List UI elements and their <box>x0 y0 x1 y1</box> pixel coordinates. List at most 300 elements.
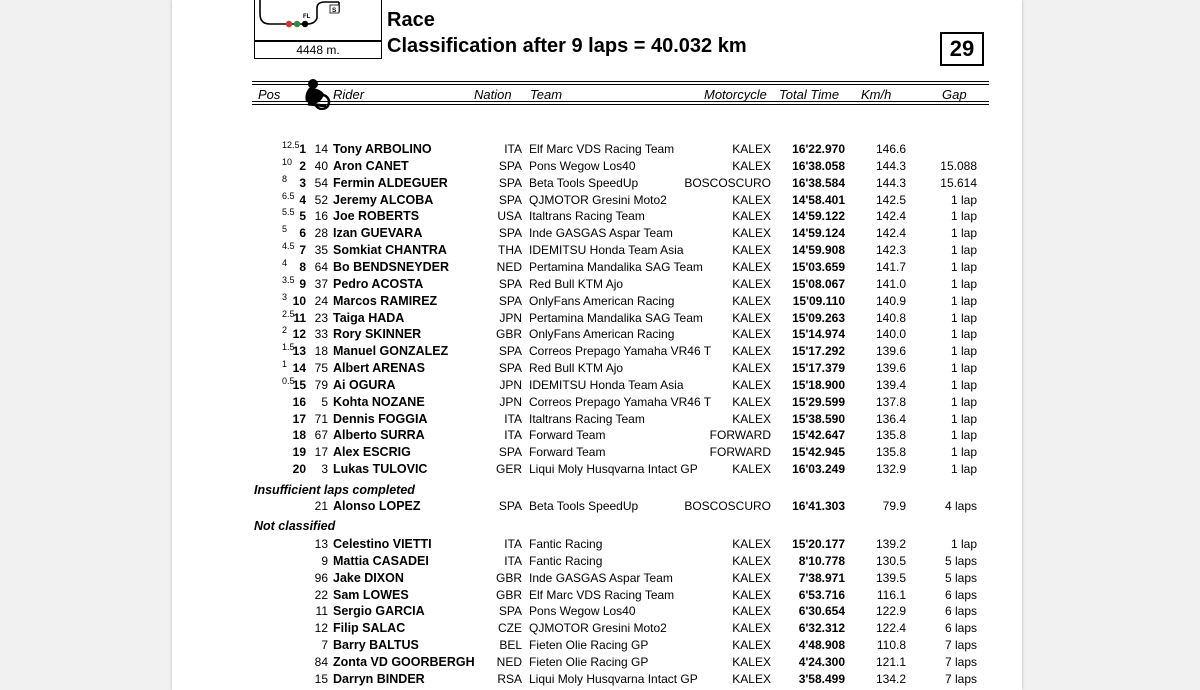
motorcycle: KALEX <box>732 243 771 257</box>
motorcycle: BOSCOSCURO <box>684 499 771 513</box>
total-time: 16'03.249 <box>792 462 845 476</box>
gap: 1 lap <box>950 412 977 426</box>
points: 10 <box>282 157 293 167</box>
motorcycle: KALEX <box>732 621 771 635</box>
total-time: 15'17.379 <box>792 361 845 375</box>
motorcycle: KALEX <box>732 395 771 409</box>
rider-number: 21 <box>314 499 328 513</box>
speed-kmh: 139.4 <box>875 378 906 392</box>
total-time: 15'42.647 <box>792 428 845 442</box>
gap: 1 lap <box>950 378 977 392</box>
rider-name: Sam LOWES <box>333 588 409 602</box>
team: OnlyFans American Racing <box>529 294 675 308</box>
rider-number: 71 <box>314 412 328 426</box>
rider-name: Alberto SURRA <box>333 428 425 442</box>
position: 2 <box>299 159 306 173</box>
points: 4.5 <box>282 241 295 251</box>
team: Inde GASGAS Aspar Team <box>529 571 673 585</box>
team: Correos Prepago Yamaha VR46 T <box>529 395 712 409</box>
nation: ITA <box>504 554 522 568</box>
nation: JPN <box>499 395 522 409</box>
speed-kmh: 121.1 <box>875 655 906 669</box>
speed-kmh: 140.8 <box>875 311 906 325</box>
speed-kmh: 135.8 <box>875 428 906 442</box>
rider-number: 64 <box>314 260 328 274</box>
rider-name: Tony ARBOLINO <box>333 142 432 156</box>
team: Liqui Moly Husqvarna Intact GP <box>529 672 698 686</box>
motorcycle: KALEX <box>732 588 771 602</box>
points: 4 <box>282 258 288 268</box>
position: 11 <box>293 311 306 325</box>
motorcycle: KALEX <box>732 672 771 686</box>
rider-name: Filip SALAC <box>333 621 406 635</box>
rider-name: Albert ARENAS <box>333 361 425 375</box>
rider-name: Pedro ACOSTA <box>333 277 424 291</box>
rider-name: Darryn BINDER <box>333 672 425 686</box>
motorcycle: KALEX <box>732 277 771 291</box>
position: 1 <box>299 142 306 156</box>
motorcycle: KALEX <box>732 344 771 358</box>
position: 19 <box>292 445 306 459</box>
rider-name: Somkiat CHANTRA <box>333 243 447 257</box>
col-header-pos: Pos <box>258 87 281 102</box>
team: Forward Team <box>529 428 606 442</box>
position: 20 <box>292 462 306 476</box>
team: Italtrans Racing Team <box>529 209 645 223</box>
rider-number: 84 <box>314 655 328 669</box>
rider-number: 18 <box>314 344 328 358</box>
team: Elf Marc VDS Racing Team <box>529 142 675 156</box>
track-marker-black-icon <box>302 21 308 27</box>
rider-name: Mattia CASADEI <box>333 554 429 568</box>
motorcycle: KALEX <box>732 327 771 341</box>
motorcycle: KALEX <box>732 294 771 308</box>
rider-number: 22 <box>314 588 328 602</box>
gap: 1 lap <box>950 243 977 257</box>
speed-kmh: 79.9 <box>882 499 906 513</box>
team: QJMOTOR Gresini Moto2 <box>529 193 667 207</box>
table-row <box>172 378 1022 395</box>
rider-number: 28 <box>314 226 328 240</box>
nation: NED <box>496 655 522 669</box>
speed-kmh: 137.8 <box>875 395 906 409</box>
rider-name: Rory SKINNER <box>333 327 422 341</box>
gap: 1 lap <box>950 311 977 325</box>
speed-kmh: 142.4 <box>875 209 906 223</box>
gap: 1 lap <box>950 327 977 341</box>
table-row <box>172 412 1022 429</box>
rider-number: 7 <box>321 638 328 652</box>
team: Inde GASGAS Aspar Team <box>529 226 673 240</box>
nation: SPA <box>498 226 522 240</box>
gap: 1 lap <box>950 260 977 274</box>
table-row <box>172 428 1022 445</box>
total-time: 15'38.590 <box>792 412 845 426</box>
nation: GBR <box>495 588 522 602</box>
motorcycle: KALEX <box>732 311 771 325</box>
team: Beta Tools SpeedUp <box>529 499 639 513</box>
rider-name: Barry BALTUS <box>333 638 419 652</box>
speed-kmh: 122.4 <box>875 621 906 635</box>
team: IDEMITSU Honda Team Asia <box>529 243 684 257</box>
motorcycle: KALEX <box>732 462 771 476</box>
points: 5 <box>282 224 288 234</box>
total-time: 4'48.908 <box>798 638 845 652</box>
nation: CZE <box>498 621 522 635</box>
motorcycle: KALEX <box>732 226 771 240</box>
rider-name: Lukas TULOVIC <box>333 462 428 476</box>
rider-number: 17 <box>314 445 328 459</box>
gap: 1 lap <box>950 226 977 240</box>
total-time: 16'41.303 <box>792 499 845 513</box>
motorcycle: KALEX <box>732 655 771 669</box>
rider-number: 9 <box>321 554 328 568</box>
col-header-nation: Nation <box>474 87 512 102</box>
team: Pertamina Mandalika SAG Team <box>529 311 703 325</box>
section-heading: Insufficient laps completed <box>254 483 415 497</box>
position: 13 <box>292 344 306 358</box>
rider-number: 14 <box>314 142 328 156</box>
nation: ITA <box>504 142 522 156</box>
position: 16 <box>292 395 306 409</box>
motorcycle: KALEX <box>732 412 771 426</box>
total-time: 15'09.263 <box>792 311 845 325</box>
speed-kmh: 141.0 <box>875 277 906 291</box>
rider-number: 3 <box>321 462 328 476</box>
total-time: 14'59.122 <box>792 209 845 223</box>
speed-kmh: 139.6 <box>875 344 906 358</box>
speed-kmh: 141.7 <box>875 260 906 274</box>
points: 1 <box>282 359 288 369</box>
total-time: 3'58.499 <box>798 672 845 686</box>
total-time: 15'29.599 <box>792 395 845 409</box>
rider-name: Jeremy ALCOBA <box>333 193 434 207</box>
position: 15 <box>292 378 306 392</box>
speed-kmh: 142.3 <box>875 243 906 257</box>
total-time: 15'42.945 <box>792 445 845 459</box>
team: Pons Wegow Los40 <box>529 159 636 173</box>
motorcycle: KALEX <box>732 571 771 585</box>
nation: SPA <box>498 193 522 207</box>
gap: 5 laps <box>944 554 977 568</box>
gap: 1 lap <box>950 277 977 291</box>
track-sector-label: S <box>332 7 337 14</box>
table-row <box>172 588 1022 605</box>
motorcycle: KALEX <box>732 638 771 652</box>
session-title: Race <box>387 9 435 31</box>
total-time: 16'38.584 <box>792 176 845 190</box>
rider-name: Taiga HADA <box>333 311 405 325</box>
rider-number: 33 <box>314 327 328 341</box>
gap: 6 laps <box>944 588 977 602</box>
speed-kmh: 136.4 <box>875 412 906 426</box>
speed-kmh: 130.5 <box>875 554 906 568</box>
points: 0.5 <box>282 376 295 386</box>
total-time: 6'30.654 <box>798 604 845 618</box>
motorcycle: BOSCOSCURO <box>684 176 771 190</box>
col-header-rider: Rider <box>333 87 365 102</box>
rider-name: Alex ESCRIG <box>333 445 411 459</box>
gap: 1 lap <box>950 361 977 375</box>
motorcycle: KALEX <box>732 193 771 207</box>
rider-number: 54 <box>314 176 328 190</box>
rider-name: Sergio GARCIA <box>333 604 425 618</box>
nation: GBR <box>495 327 522 341</box>
nation: SPA <box>498 445 522 459</box>
total-time: 8'10.778 <box>798 554 845 568</box>
table-row <box>172 621 1022 638</box>
team: Fieten Olie Racing GP <box>529 655 649 669</box>
rider-number: 75 <box>314 361 328 375</box>
table-row <box>172 445 1022 462</box>
rider-number: 67 <box>314 428 328 442</box>
gap: 7 laps <box>944 638 977 652</box>
motorcycle: KALEX <box>732 537 771 551</box>
nation: USA <box>497 209 522 223</box>
gap: 1 lap <box>950 344 977 358</box>
points: 2 <box>282 325 288 335</box>
table-row <box>172 499 1022 516</box>
rider-number: 79 <box>314 378 328 392</box>
total-time: 6'32.312 <box>798 621 845 635</box>
speed-kmh: 134.2 <box>875 672 906 686</box>
nation: SPA <box>498 361 522 375</box>
motorcycle: KALEX <box>732 554 771 568</box>
rider-number: 13 <box>314 537 328 551</box>
total-time: 14'58.401 <box>792 193 845 207</box>
speed-kmh: 139.5 <box>875 571 906 585</box>
team: Fantic Racing <box>529 537 603 551</box>
motorcycle: KALEX <box>732 209 771 223</box>
gap: 6 laps <box>944 604 977 618</box>
rider-name: Manuel GONZALEZ <box>333 344 449 358</box>
track-marker-red-icon <box>286 21 292 27</box>
speed-kmh: 142.4 <box>875 226 906 240</box>
nation: THA <box>498 243 522 257</box>
total-time: 16'38.058 <box>792 159 845 173</box>
speed-kmh: 135.8 <box>875 445 906 459</box>
header-divider-top <box>252 81 989 82</box>
rider-number: 37 <box>314 277 328 291</box>
table-row <box>172 672 1022 689</box>
rider-number: 5 <box>321 395 328 409</box>
motorcycle: KALEX <box>732 378 771 392</box>
points: 3.5 <box>282 275 295 285</box>
team: Elf Marc VDS Racing Team <box>529 588 675 602</box>
rider-number: 11 <box>315 604 328 618</box>
rider-number: 15 <box>314 672 328 686</box>
team: Liqui Moly Husqvarna Intact GP <box>529 462 698 476</box>
table-row <box>172 655 1022 672</box>
table-row <box>172 638 1022 655</box>
total-time: 6'53.716 <box>798 588 845 602</box>
gap: 7 laps <box>944 655 977 669</box>
nation: JPN <box>499 378 522 392</box>
speed-kmh: 146.6 <box>875 142 906 156</box>
motorcycle: KALEX <box>732 159 771 173</box>
gap: 1 lap <box>950 209 977 223</box>
rider-name: Bo BENDSNEYDER <box>333 260 449 274</box>
nation: JPN <box>499 311 522 325</box>
total-time: 7'38.971 <box>798 571 845 585</box>
track-map <box>254 0 382 41</box>
rider-name: Dennis FOGGIA <box>333 412 428 426</box>
rider-number: 52 <box>314 193 328 207</box>
rider-name: Ai OGURA <box>333 378 396 392</box>
rider-name: Zonta VD GOORBERGH <box>333 655 475 669</box>
team: Italtrans Racing Team <box>529 412 645 426</box>
track-length: 4448 m. <box>254 41 382 59</box>
points: 5.5 <box>282 207 295 217</box>
col-header-motorcycle: Motorcycle <box>704 87 767 102</box>
motorcycle: FORWARD <box>709 445 771 459</box>
speed-kmh: 116.1 <box>876 588 906 602</box>
speed-kmh: 110.8 <box>876 638 906 652</box>
rider-name: Alonso LOPEZ <box>333 499 421 513</box>
speed-kmh: 144.3 <box>875 159 906 173</box>
header-divider-bottom-2 <box>252 104 989 105</box>
nation: SPA <box>498 344 522 358</box>
gap: 5 laps <box>944 571 977 585</box>
nation: SPA <box>498 499 522 513</box>
nation: ITA <box>504 428 522 442</box>
rider-name: Kohta NOZANE <box>333 395 425 409</box>
table-row <box>172 395 1022 412</box>
total-time: 16'22.970 <box>792 142 845 156</box>
points: 6.5 <box>282 191 295 201</box>
nation: GER <box>495 462 522 476</box>
round-number: 29 <box>940 32 984 66</box>
nation: SPA <box>498 294 522 308</box>
position: 17 <box>292 412 306 426</box>
track-map-icon <box>255 0 381 40</box>
rider-number: 16 <box>314 209 328 223</box>
rider-name: Aron CANET <box>333 159 409 173</box>
gap: 1 lap <box>950 537 977 551</box>
team: OnlyFans American Racing <box>529 327 675 341</box>
position: 6 <box>299 226 306 240</box>
team: Fieten Olie Racing GP <box>529 638 649 652</box>
motorcycle-rider-icon <box>300 76 332 110</box>
nation: ITA <box>504 412 522 426</box>
motorcycle: FORWARD <box>709 428 771 442</box>
table-row <box>172 554 1022 571</box>
position: 14 <box>292 361 306 375</box>
team: Fantic Racing <box>529 554 603 568</box>
nation: NED <box>496 260 522 274</box>
rider-name: Jake DIXON <box>333 571 404 585</box>
team: Red Bull KTM Ajo <box>529 361 624 375</box>
total-time: 15'09.110 <box>792 294 845 308</box>
team: Pertamina Mandalika SAG Team <box>529 260 703 274</box>
gap: 1 lap <box>950 395 977 409</box>
position: 3 <box>299 176 306 190</box>
gap: 1 lap <box>950 294 977 308</box>
team: Beta Tools SpeedUp <box>529 176 639 190</box>
rider-name: Izan GUEVARA <box>333 226 423 240</box>
total-time: 14'59.124 <box>792 226 845 240</box>
nation: BEL <box>499 638 522 652</box>
speed-kmh: 132.9 <box>875 462 906 476</box>
speed-kmh: 140.9 <box>875 294 906 308</box>
nation: ITA <box>504 537 522 551</box>
total-time: 15'14.974 <box>792 327 845 341</box>
gap: 1 lap <box>950 462 977 476</box>
rider-number: 40 <box>314 159 328 173</box>
nation: RSA <box>497 672 522 686</box>
total-time: 15'08.067 <box>792 277 845 291</box>
nation: SPA <box>498 604 522 618</box>
total-time: 15'18.900 <box>792 378 845 392</box>
total-time: 14'59.908 <box>792 243 845 257</box>
gap: 1 lap <box>950 428 977 442</box>
rider-number: 24 <box>314 294 328 308</box>
table-row <box>172 571 1022 588</box>
col-header-team: Team <box>530 87 563 102</box>
rider-number: 35 <box>314 243 328 257</box>
nation: SPA <box>498 277 522 291</box>
motorcycle: KALEX <box>732 361 771 375</box>
gap: 1 lap <box>950 193 977 207</box>
gap: 4 laps <box>944 499 977 513</box>
nation: SPA <box>498 159 522 173</box>
rider-name: Fermin ALDEGUER <box>333 176 448 190</box>
rider-name: Celestino VIETTI <box>333 537 432 551</box>
total-time: 15'20.177 <box>792 537 845 551</box>
rider-name: Marcos RAMIREZ <box>333 294 438 308</box>
speed-kmh: 144.3 <box>875 176 906 190</box>
section-heading: Not classified <box>254 519 336 533</box>
points: 2.5 <box>282 309 295 319</box>
speed-kmh: 142.5 <box>875 193 906 207</box>
nation: SPA <box>498 176 522 190</box>
speed-kmh: 122.9 <box>875 604 906 618</box>
points: 12.5 <box>282 140 300 150</box>
points: 3 <box>282 292 288 302</box>
col-header-kmh: Km/h <box>861 87 892 102</box>
speed-kmh: 139.2 <box>875 537 906 551</box>
gap: 1 lap <box>950 445 977 459</box>
col-header-total-time: Total Time <box>779 87 840 102</box>
team: QJMOTOR Gresini Moto2 <box>529 621 667 635</box>
position: 9 <box>299 277 306 291</box>
team: Correos Prepago Yamaha VR46 T <box>529 344 712 358</box>
gap: 15.614 <box>940 176 977 190</box>
track-marker-green-icon <box>294 21 300 27</box>
rider-number: 23 <box>314 311 328 325</box>
position: 4 <box>299 193 306 207</box>
speed-kmh: 140.0 <box>875 327 906 341</box>
motorcycle: KALEX <box>732 604 771 618</box>
position: 12 <box>292 327 306 341</box>
total-time: 15'17.292 <box>792 344 845 358</box>
team: Forward Team <box>529 445 606 459</box>
points: 8 <box>282 174 288 184</box>
position: 7 <box>299 243 306 257</box>
rider-number: 12 <box>314 621 328 635</box>
results-page <box>172 0 1022 690</box>
team: Red Bull KTM Ajo <box>529 277 624 291</box>
classification-title: Classification after 9 laps = 40.032 km <box>387 35 747 57</box>
position: 8 <box>299 260 306 274</box>
speed-kmh: 139.6 <box>875 361 906 375</box>
gap: 7 laps <box>944 672 977 686</box>
header-divider-top-2 <box>252 84 989 85</box>
rider-number: 96 <box>314 571 328 585</box>
motorcycle: KALEX <box>732 142 771 156</box>
col-header-gap: Gap <box>942 87 967 102</box>
total-time: 4'24.300 <box>798 655 845 669</box>
